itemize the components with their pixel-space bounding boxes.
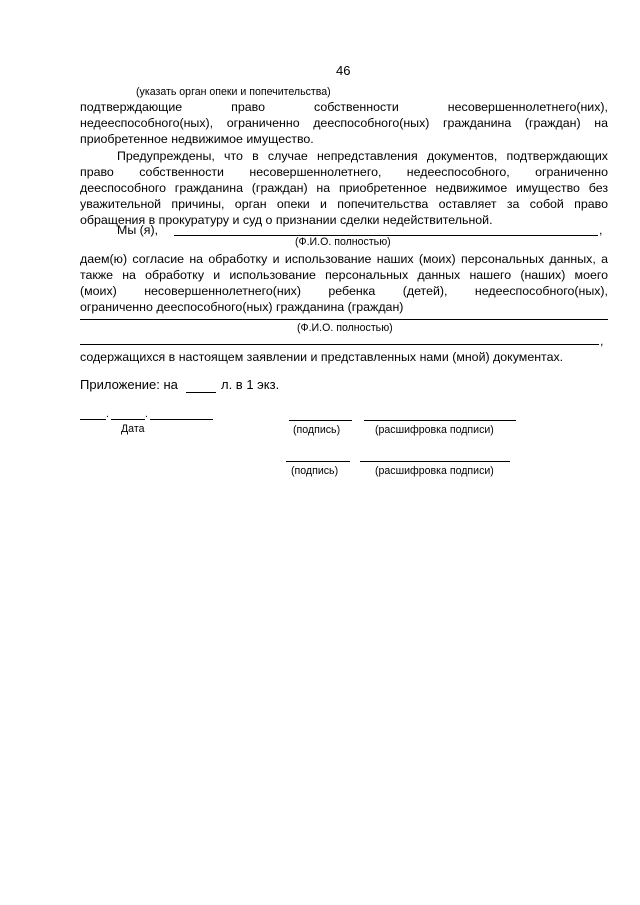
paragraph-3-line-2: также на обработку и использование персональных данных нашего (наших) моего bbox=[80, 268, 608, 282]
date-year-field[interactable] bbox=[150, 406, 213, 420]
child-fullname-field-2[interactable] bbox=[80, 331, 599, 345]
paragraph-1-line-2: недееспособного(ных), ограниченно дееспособного(ных) гражданина (граждан) на bbox=[80, 116, 608, 130]
date-month-field[interactable] bbox=[111, 406, 145, 420]
we-prefix: Мы (я), bbox=[117, 223, 159, 237]
we-trailing-comma: , bbox=[599, 223, 603, 237]
appendix-sheets-field[interactable] bbox=[186, 379, 216, 393]
signature-field-1[interactable] bbox=[289, 407, 352, 421]
we-fullname-caption: (Ф.И.О. полностью) bbox=[295, 236, 391, 248]
signature-decode-field-2[interactable] bbox=[360, 448, 510, 462]
signature-caption-1: (подпись) bbox=[293, 424, 341, 436]
appendix-prefix: Приложение: на bbox=[80, 377, 178, 392]
guardianship-caption: (указать орган опеки и попечительства) bbox=[136, 86, 331, 98]
signature-decode-caption-2: (расшифровка подписи) bbox=[375, 465, 494, 477]
date-separator-1: . bbox=[106, 408, 109, 420]
paragraph-2-line-4: уважительной причины, орган опеки и попечительства оставляет за собой право bbox=[80, 197, 608, 211]
paragraph-3-line-4: ограниченно дееспособного(ных) гражданина (граждан) bbox=[80, 300, 404, 314]
date-caption: Дата bbox=[121, 423, 145, 435]
child-fullname-caption: (Ф.И.О. полностью) bbox=[297, 322, 393, 334]
signature-decode-caption-1: (расшифровка подписи) bbox=[375, 424, 494, 436]
page-number: 46 bbox=[336, 63, 351, 78]
paragraph-2-line-1: Предупреждены, что в случае непредставления документов, подтверждающих bbox=[117, 149, 608, 163]
date-separator-2: . bbox=[145, 408, 148, 420]
paragraph-2-line-5: обращения в прокуратуру и суд о признании сделки недействительной. bbox=[80, 213, 493, 227]
paragraph-1-line-3: приобретенное недвижимое имущество. bbox=[80, 132, 314, 146]
paragraph-2-line-2: право собственности несовершеннолетнего, недееспособного, ограниченно bbox=[80, 165, 608, 179]
signature-decode-field-1[interactable] bbox=[364, 407, 516, 421]
contained-text: содержащихся в настоящем заявлении и представленных нами (мной) документах. bbox=[80, 350, 564, 364]
child-fullname-field[interactable] bbox=[80, 306, 608, 320]
paragraph-1-line-1: подтверждающие право собственности несовершеннолетнего(них), bbox=[80, 100, 608, 114]
date-day-field[interactable] bbox=[80, 406, 106, 420]
appendix-suffix: л. в 1 экз. bbox=[221, 377, 280, 392]
we-fullname-field[interactable] bbox=[174, 222, 598, 236]
signature-field-2[interactable] bbox=[286, 448, 350, 462]
second-trailing-comma: , bbox=[600, 334, 604, 348]
paragraph-2-line-3: дееспособного гражданина (граждан) на приобретенное недвижимое имущество без bbox=[80, 181, 608, 195]
paragraph-3-line-3: (моих) несовершеннолетнего(них) ребенка (детей), недееспособного(ных), bbox=[80, 284, 608, 298]
signature-caption-2: (подпись) bbox=[291, 465, 339, 477]
paragraph-3-line-1: даем(ю) согласие на обработку и использование наших (моих) персональных данных, а bbox=[80, 252, 608, 266]
